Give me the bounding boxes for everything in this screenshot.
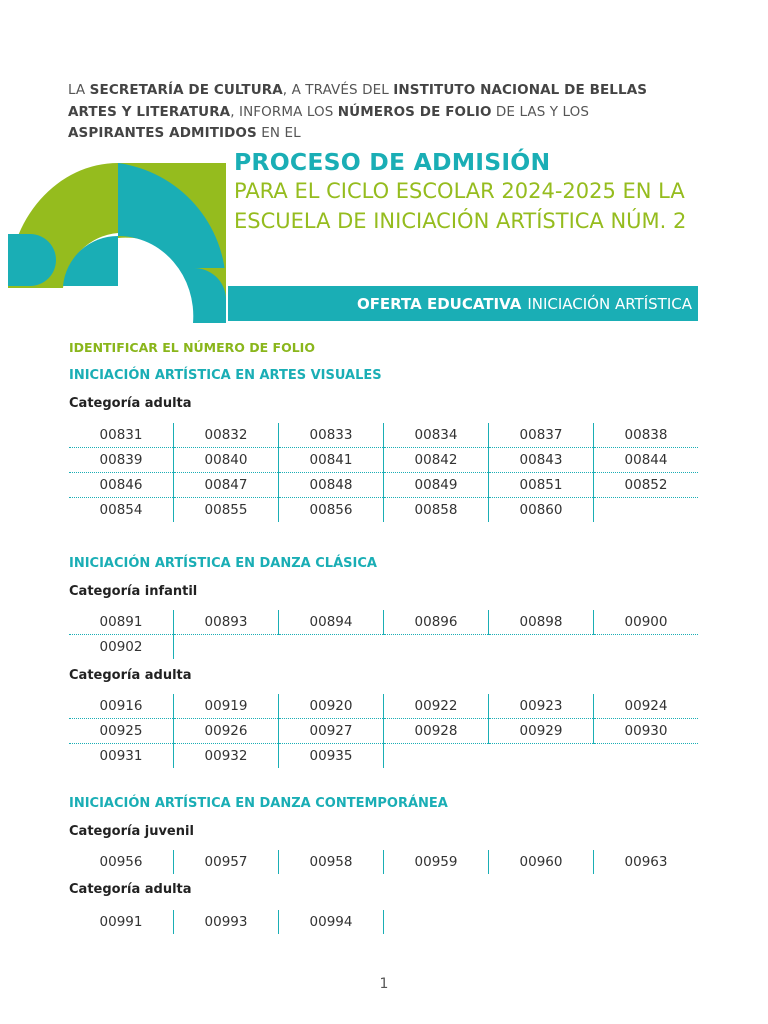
folio-cell: 00957 bbox=[174, 850, 279, 874]
intro-text: EN EL bbox=[256, 125, 301, 141]
folio-cell bbox=[384, 744, 489, 769]
folio-cell bbox=[594, 635, 699, 660]
folio-cell: 00832 bbox=[174, 423, 279, 448]
folio-cell: 00841 bbox=[279, 448, 384, 473]
folio-cell bbox=[279, 635, 384, 660]
folio-cell: 00991 bbox=[69, 910, 174, 934]
table-row bbox=[69, 473, 698, 498]
intro-text: DE LAS Y LOS bbox=[491, 103, 590, 120]
intro-bold-secretaria: SECRETARÍA DE CULTURA bbox=[89, 82, 283, 98]
folio-cell: 00843 bbox=[489, 448, 594, 473]
table-row bbox=[69, 423, 698, 448]
table-row bbox=[69, 850, 698, 874]
table-row bbox=[69, 744, 698, 769]
folio-cell: 00847 bbox=[174, 473, 279, 498]
folio-cell: 00960 bbox=[489, 850, 594, 874]
section-title-danza-clasica: INICIACIÓN ARTÍSTICA EN DANZA CLÁSICA bbox=[69, 556, 377, 571]
folio-cell: 00852 bbox=[594, 473, 699, 498]
intro-text: LA bbox=[68, 82, 90, 98]
folio-cell: 00860 bbox=[489, 498, 594, 523]
folio-cell: 00856 bbox=[279, 498, 384, 523]
category-label: Categoría adulta bbox=[69, 668, 192, 683]
folio-cell: 00922 bbox=[384, 694, 489, 719]
category-label: Categoría infantil bbox=[69, 584, 198, 599]
folio-cell: 00839 bbox=[69, 448, 174, 473]
folio-cell: 00848 bbox=[279, 473, 384, 498]
folio-cell bbox=[594, 498, 699, 523]
folio-cell: 00900 bbox=[594, 610, 699, 635]
folio-cell: 00838 bbox=[594, 423, 699, 448]
folio-cell bbox=[384, 635, 489, 660]
offer-banner bbox=[228, 286, 698, 321]
folio-cell: 00963 bbox=[624, 854, 668, 870]
folio-cell bbox=[489, 744, 594, 769]
category-label: Categoría adulta bbox=[69, 882, 192, 897]
folio-cell: 00833 bbox=[279, 423, 384, 448]
section-title-artes-visuales: INICIACIÓN ARTÍSTICA EN ARTES VISUALES bbox=[69, 368, 382, 383]
folio-cell: 00831 bbox=[69, 423, 174, 448]
table-row bbox=[69, 694, 698, 719]
folio-cell: 00902 bbox=[69, 635, 174, 660]
intro-bold-aspirantes: ASPIRANTES ADMITIDOS bbox=[68, 125, 257, 141]
folio-cell: 00896 bbox=[384, 610, 489, 635]
folio-cell bbox=[489, 635, 594, 660]
folio-cell: 00929 bbox=[489, 719, 594, 744]
intro-paragraph bbox=[68, 80, 678, 145]
table-row bbox=[69, 498, 698, 523]
folio-cell: 00858 bbox=[384, 498, 489, 523]
folio-cell: 00891 bbox=[69, 610, 174, 635]
folio-cell bbox=[384, 910, 489, 934]
folio-cell: 00924 bbox=[594, 694, 699, 719]
folio-cell: 00925 bbox=[69, 719, 174, 744]
folio-cell bbox=[594, 744, 699, 769]
folio-cell: 00855 bbox=[174, 498, 279, 523]
folio-cell: 00920 bbox=[279, 694, 384, 719]
folio-cell bbox=[592, 910, 696, 934]
page-title: PROCESO DE ADMISIÓN bbox=[234, 148, 551, 176]
folio-cell: 00932 bbox=[174, 744, 279, 769]
folio-cell: 00916 bbox=[69, 694, 174, 719]
folio-cell: 00837 bbox=[489, 423, 594, 448]
folio-cell bbox=[488, 910, 592, 934]
table-row bbox=[69, 610, 698, 635]
intro-bold-folio: NÚMEROS DE FOLIO bbox=[337, 103, 492, 120]
folio-cell: 00927 bbox=[279, 719, 384, 744]
folio-cell: 00840 bbox=[174, 448, 279, 473]
category-label: Categoría juvenil bbox=[69, 824, 194, 839]
folio-cell: 00851 bbox=[489, 473, 594, 498]
table-row bbox=[69, 448, 698, 473]
folio-cell: 00844 bbox=[594, 448, 699, 473]
folio-table-danza-clasica-adulta bbox=[69, 694, 698, 768]
section-title-danza-contemporanea: INICIACIÓN ARTÍSTICA EN DANZA CONTEMPORÁNEA bbox=[69, 796, 448, 811]
folio-cell: 00958 bbox=[279, 850, 384, 874]
folio-table-danza-clasica-infantil bbox=[69, 610, 698, 659]
folio-table-danza-contemporanea-juvenil bbox=[69, 850, 698, 874]
page-number: 1 bbox=[379, 976, 389, 992]
folio-cell: 00935 bbox=[279, 744, 384, 769]
folio-cell: 00931 bbox=[69, 744, 174, 769]
identify-folio-heading: IDENTIFICAR EL NÚMERO DE FOLIO bbox=[69, 340, 315, 355]
folio-cell: 00930 bbox=[594, 719, 699, 744]
folio-cell: 00898 bbox=[489, 610, 594, 635]
folio-cell: 00994 bbox=[279, 910, 384, 934]
decorative-graphic bbox=[8, 158, 228, 323]
folio-table-danza-contemporanea-adulta bbox=[69, 910, 696, 934]
folio-cell: 00842 bbox=[384, 448, 489, 473]
table-row bbox=[69, 635, 698, 660]
folio-cell: 00923 bbox=[489, 694, 594, 719]
folio-cell: 00956 bbox=[69, 850, 174, 874]
folio-cell: 00849 bbox=[384, 473, 489, 498]
banner-label: INICIACIÓN ARTÍSTICA bbox=[527, 294, 692, 313]
folio-cell: 00928 bbox=[384, 719, 489, 744]
folio-cell: 00893 bbox=[174, 610, 279, 635]
folio-cell: 00993 bbox=[174, 910, 279, 934]
category-label: Categoría adulta bbox=[69, 396, 192, 411]
folio-cell: 00854 bbox=[69, 498, 174, 523]
table-row bbox=[69, 910, 696, 934]
intro-text: , A TRAVÉS DEL bbox=[282, 82, 394, 98]
banner-bold-label: OFERTA EDUCATIVA bbox=[356, 294, 522, 313]
page-subtitle: PARA EL CICLO ESCOLAR 2024-2025 EN LA ESCUELA DE INICIACIÓN ARTÍSTICA NÚM. 2 bbox=[234, 179, 687, 233]
folio-cell: 00919 bbox=[174, 694, 279, 719]
table-row bbox=[69, 719, 698, 744]
folio-cell: 00926 bbox=[174, 719, 279, 744]
folio-cell: 00894 bbox=[279, 610, 384, 635]
folio-cell: 00834 bbox=[384, 423, 489, 448]
intro-text: , INFORMA LOS bbox=[230, 103, 338, 120]
folio-table-artes-visuales-adulta bbox=[69, 423, 698, 522]
intro-bold-inbal: INSTITUTO NACIONAL DE BELLAS ARTES Y LITERATURA bbox=[68, 82, 648, 120]
folio-cell bbox=[174, 635, 279, 660]
folio-cell: 00846 bbox=[69, 473, 174, 498]
folio-cell: 00959 bbox=[384, 850, 489, 874]
